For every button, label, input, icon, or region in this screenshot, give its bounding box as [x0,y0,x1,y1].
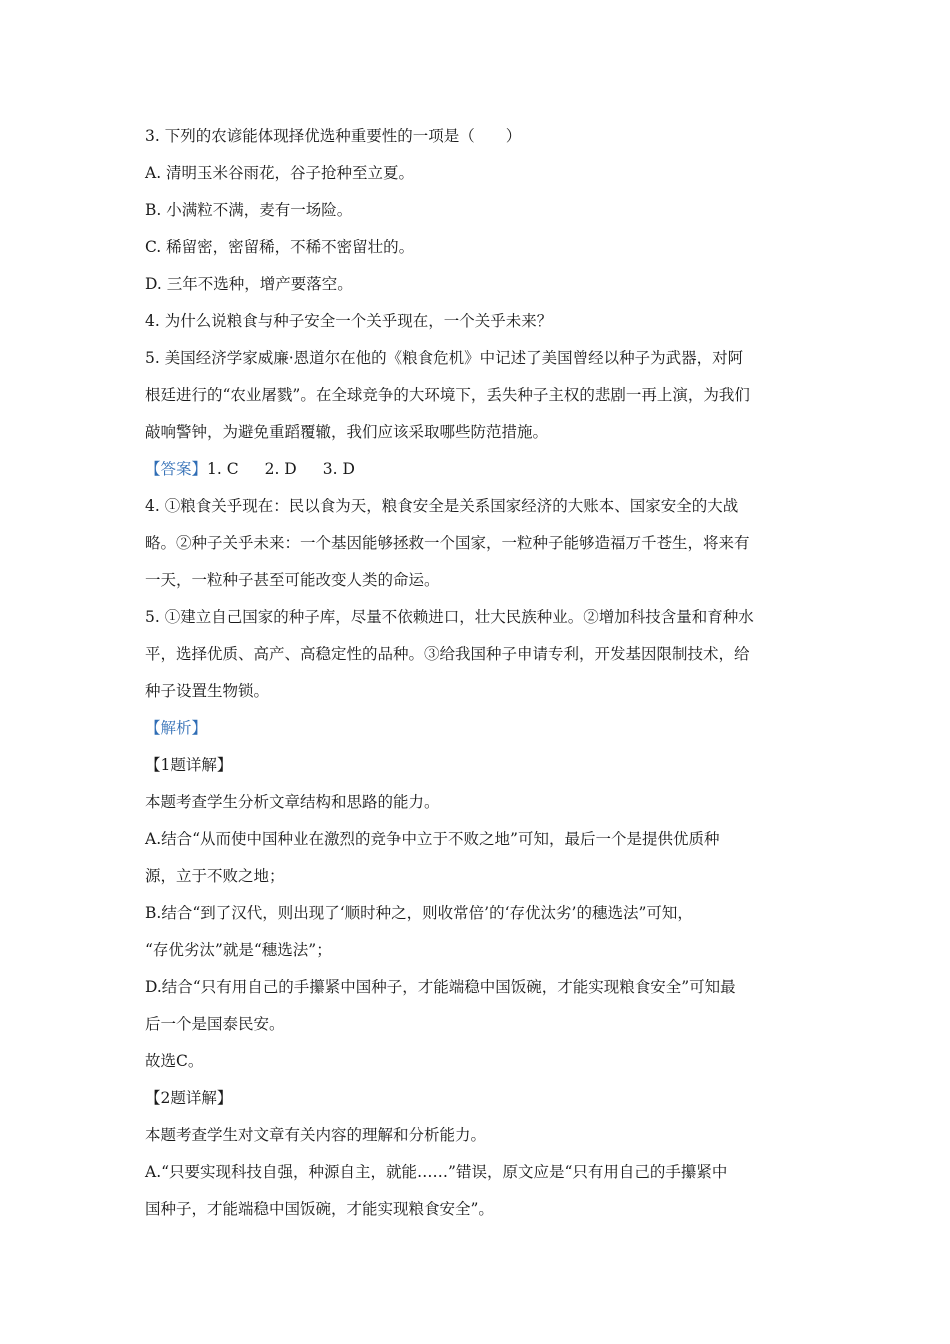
analysis-q2-heading: 【2题详解】 [145,1089,233,1107]
question-3-option-d: D. 三年不选种，增产要落空。 [145,275,353,293]
analysis-q1-option-d-line: D.结合“只有用自己的手攥紧中国种子，才能端稳中国饭碗，才能实现粮食安全”可知最 [145,978,736,996]
answer-5-line: 种子设置生物锁。 [145,682,270,700]
analysis-q2-intro: 本题考查学生对文章有关内容的理解和分析能力。 [145,1126,487,1144]
analysis-q1-conclusion: 故选C。 [145,1052,204,1070]
question-4-stem: 4. 为什么说粮食与种子安全一个关乎现在，一个关乎未来？ [145,312,553,330]
question-5-stem-line: 根廷进行的“农业屠戮”。在全球竞争的大环境下，丢失种子主权的悲剧一再上演，为我们 [145,386,750,404]
question-3-option-b: B. 小满粒不满，麦有一场险。 [145,201,353,219]
analysis-q1-option-a-line: A.结合“从而使中国种业在激烈的竞争中立于不败之地”可知，最后一个是提供优质种 [145,830,720,848]
answer-line [145,451,813,488]
analysis-q2-option-a-line: 国种子，才能端稳中国饭碗，才能实现粮食安全”。 [145,1200,494,1218]
question-3-option-a: A. 清明玉米谷雨花，谷子抢种至立夏。 [145,164,415,182]
question-5-stem-line: 5. 美国经济学家威廉·恩道尔在他的《粮食危机》中记述了美国曾经以种子为武器，对阿 [145,349,744,367]
answer-item: 2. D [264,460,297,478]
answer-item: 1. C [207,460,239,478]
answer-item: 3. D [322,460,355,478]
analysis-tag: 【解析】 [145,719,208,737]
answer-5-line: 5. ①建立自己国家的种子库，尽量不依赖进口，壮大民族种业。②增加科技含量和育种水 [145,608,754,626]
answer-4-line: 4. ①粮食关乎现在：民以食为天，粮食安全是关系国家经济的大账本、国家安全的大战 [145,497,739,515]
answer-5-line: 平，选择优质、高产、高稳定性的品种。③给我国种子申请专利，开发基因限制技术，给 [145,645,750,663]
analysis-q1-option-a-line: 源，立于不败之地； [145,867,285,885]
analysis-q1-option-b-line: “存优劣汰”就是“穗选法”； [145,941,332,959]
answer-4-line: 一天，一粒种子甚至可能改变人类的命运。 [145,571,440,589]
answer-4-line: 略。②种子关乎未来：一个基因能够拯救一个国家，一粒种子能够造福万千苍生，将来有 [145,534,750,552]
answer-tag: 【答案】 [145,460,208,478]
analysis-q1-intro: 本题考查学生分析文章结构和思路的能力。 [145,793,440,811]
analysis-line [145,710,813,747]
question-5-stem-line: 敲响警钟，为避免重蹈覆辙，我们应该采取哪些防范措施。 [145,423,549,441]
analysis-q1-option-b-line: B.结合“到了汉代，则出现了‘顺时种之，则收常倍’的‘存优汰劣’的穗选法”可知， [145,904,693,922]
analysis-q2-option-a-line: A.“只要实现科技自强，种源自主，就能……”错误，原文应是“只有用自己的手攥紧中 [145,1163,728,1181]
page-content [145,118,813,1228]
analysis-q1-option-d-line: 后一个是国泰民安。 [145,1015,285,1033]
question-3-stem: 3. 下列的农谚能体现择优选种重要性的一项是（ ） [145,127,522,145]
question-3-option-c: C. 稀留密，密留稀，不稀不密留壮的。 [145,238,415,256]
analysis-q1-heading: 【1题详解】 [145,756,233,774]
